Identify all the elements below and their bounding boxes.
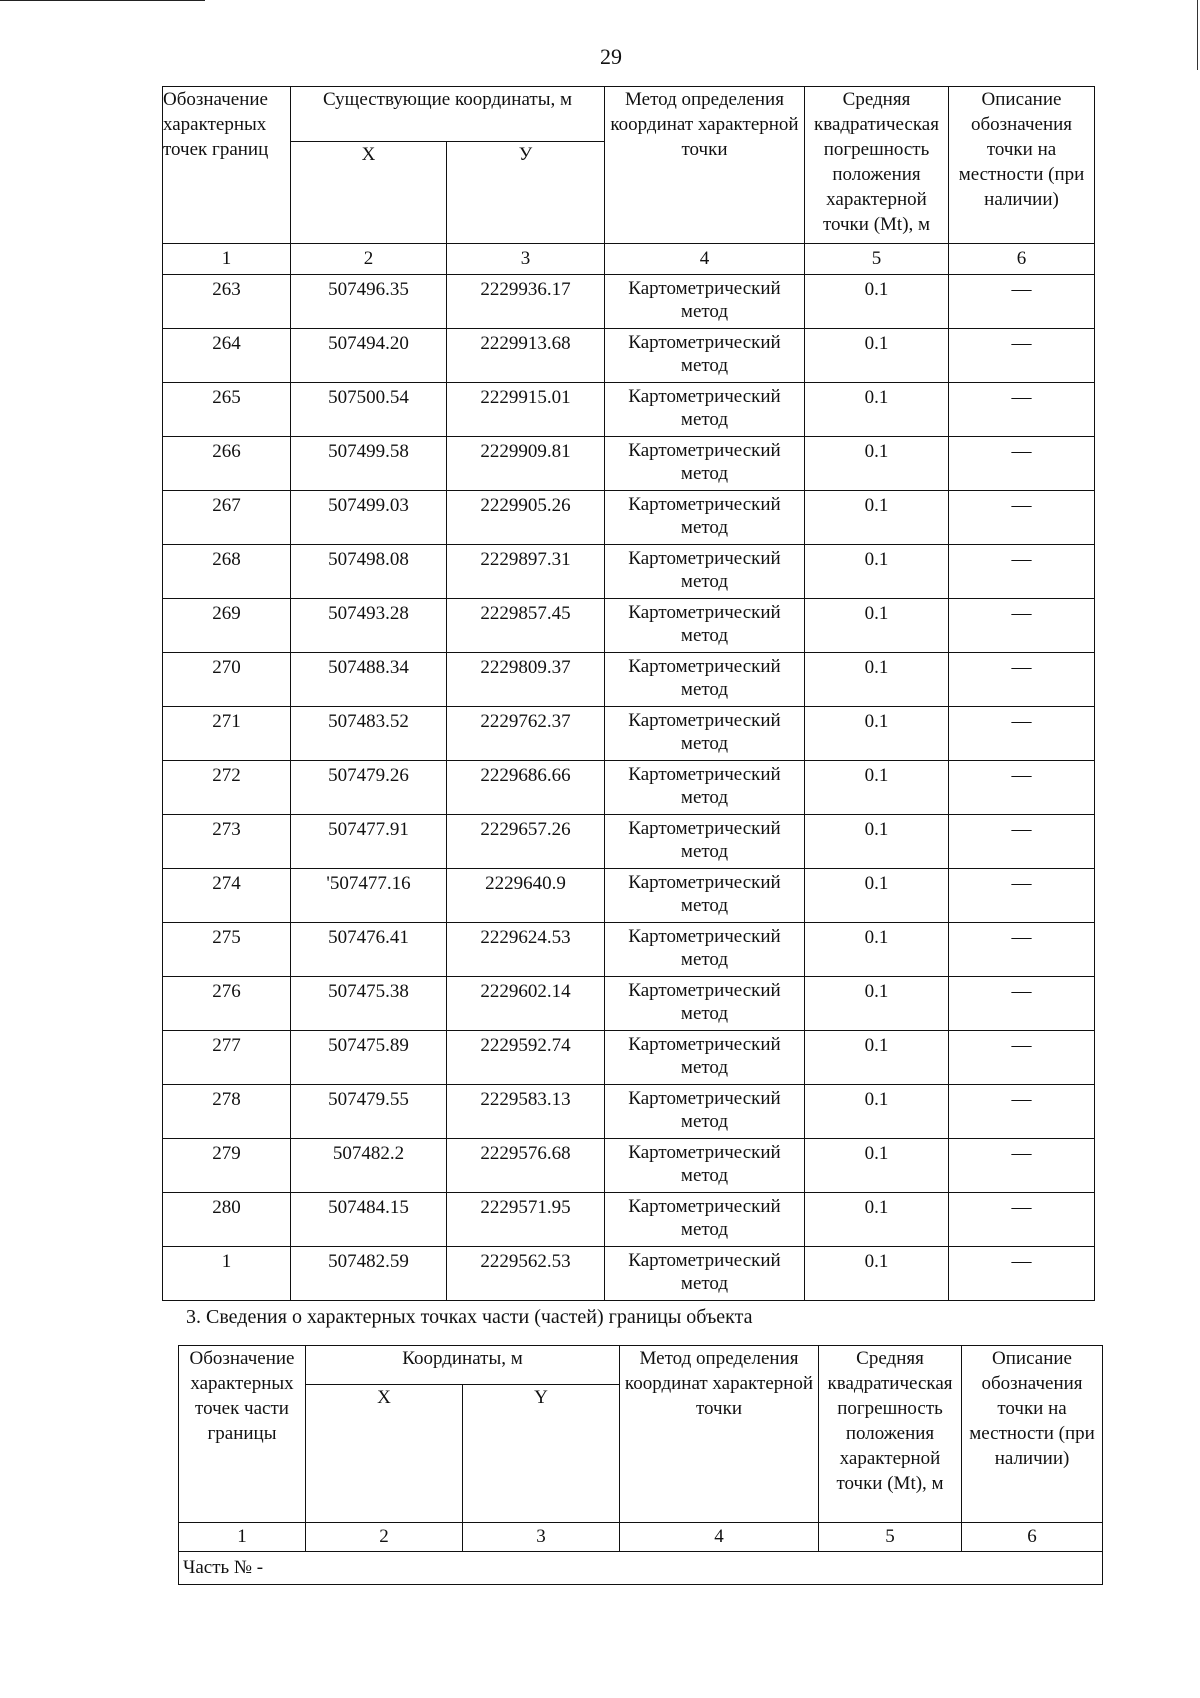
method: Картометрический метод	[605, 815, 805, 869]
description-dash: —	[949, 275, 1095, 329]
description-dash: —	[949, 1247, 1095, 1301]
section-title: 3. Сведения о характерных точках части (частей) границы объекта	[186, 1306, 753, 1328]
method: Картометрический метод	[605, 977, 805, 1031]
scan-edge-line	[0, 0, 205, 1]
part-label: Часть № -	[179, 1552, 1103, 1585]
point-id: 270	[163, 653, 291, 707]
rmse-value: 0.1	[805, 545, 949, 599]
part-row	[179, 1552, 1103, 1585]
table-header-row	[163, 87, 1095, 142]
rmse-value: 0.1	[805, 1139, 949, 1193]
point-id: 266	[163, 437, 291, 491]
rmse-value: 0.1	[805, 653, 949, 707]
rmse-value: 0.1	[805, 815, 949, 869]
column-number: 6	[949, 244, 1095, 275]
coord-y: 2229583.13	[447, 1085, 605, 1139]
point-id: 268	[163, 545, 291, 599]
table-row	[163, 1139, 1095, 1193]
point-id: 279	[163, 1139, 291, 1193]
description-dash: —	[949, 653, 1095, 707]
point-id: 265	[163, 383, 291, 437]
rmse-value: 0.1	[805, 1031, 949, 1085]
description-dash: —	[949, 1139, 1095, 1193]
rmse-value: 0.1	[805, 437, 949, 491]
description-dash: —	[949, 329, 1095, 383]
scan-edge-line	[1197, 0, 1198, 70]
description-dash: —	[949, 977, 1095, 1031]
table-row	[163, 653, 1095, 707]
coord-x: 507488.34	[291, 653, 447, 707]
rmse-value: 0.1	[805, 1193, 949, 1247]
column-number: 5	[805, 244, 949, 275]
point-id: 272	[163, 761, 291, 815]
rmse-value: 0.1	[805, 977, 949, 1031]
method: Картометрический метод	[605, 329, 805, 383]
coord-y: 2229913.68	[447, 329, 605, 383]
coord-y: 2229915.01	[447, 383, 605, 437]
coord-x: 507499.58	[291, 437, 447, 491]
column-number: 2	[306, 1523, 463, 1552]
rmse-value: 0.1	[805, 329, 949, 383]
coord-y: 2229592.74	[447, 1031, 605, 1085]
header-method: Метод определения координат характерной точки	[605, 87, 805, 244]
method: Картометрический метод	[605, 761, 805, 815]
header-rmse: Средняя квадратическая погрешность положения характерной точки (Mt), м	[819, 1346, 962, 1523]
table-row	[163, 491, 1095, 545]
description-dash: —	[949, 707, 1095, 761]
column-number: 6	[962, 1523, 1103, 1552]
point-id: 1	[163, 1247, 291, 1301]
rmse-value: 0.1	[805, 923, 949, 977]
table-body	[163, 275, 1095, 1301]
coord-y: 2229571.95	[447, 1193, 605, 1247]
coord-x: 507484.15	[291, 1193, 447, 1247]
part-points-table	[178, 1345, 1103, 1585]
table-row	[163, 329, 1095, 383]
header-y: У	[447, 142, 605, 244]
coord-y: 2229686.66	[447, 761, 605, 815]
description-dash: —	[949, 545, 1095, 599]
point-id: 276	[163, 977, 291, 1031]
point-id: 280	[163, 1193, 291, 1247]
header-coords: Существующие координаты, м	[291, 87, 605, 142]
description-dash: —	[949, 437, 1095, 491]
coord-x: 507499.03	[291, 491, 447, 545]
table-row	[163, 923, 1095, 977]
column-number: 1	[163, 244, 291, 275]
coord-x: '507477.16	[291, 869, 447, 923]
rmse-value: 0.1	[805, 761, 949, 815]
method: Картометрический метод	[605, 1139, 805, 1193]
rmse-value: 0.1	[805, 599, 949, 653]
method: Картометрический метод	[605, 1085, 805, 1139]
header-description: Описание обозначения точки на местности (при наличии)	[962, 1346, 1103, 1523]
coord-y: 2229576.68	[447, 1139, 605, 1193]
description-dash: —	[949, 1085, 1095, 1139]
coord-y: 2229809.37	[447, 653, 605, 707]
coord-y: 2229897.31	[447, 545, 605, 599]
rmse-value: 0.1	[805, 707, 949, 761]
method: Картометрический метод	[605, 599, 805, 653]
rmse-value: 0.1	[805, 275, 949, 329]
method: Картометрический метод	[605, 869, 805, 923]
coord-y: 2229602.14	[447, 977, 605, 1031]
table-row	[163, 815, 1095, 869]
table-row	[163, 761, 1095, 815]
point-id: 275	[163, 923, 291, 977]
page-number: 29	[600, 44, 622, 69]
method: Картометрический метод	[605, 383, 805, 437]
coord-x: 507476.41	[291, 923, 447, 977]
coord-y: 2229857.45	[447, 599, 605, 653]
table-row	[163, 275, 1095, 329]
table-row	[163, 599, 1095, 653]
description-dash: —	[949, 383, 1095, 437]
coord-y: 2229562.53	[447, 1247, 605, 1301]
method: Картометрический метод	[605, 707, 805, 761]
coord-x: 507496.35	[291, 275, 447, 329]
point-id: 264	[163, 329, 291, 383]
column-numbers-row	[163, 244, 1095, 275]
header-rmse: Средняя квадратическая погрешность положения характерной точки (Mt), м	[805, 87, 949, 244]
coord-y: 2229624.53	[447, 923, 605, 977]
description-dash: —	[949, 599, 1095, 653]
table-row	[163, 383, 1095, 437]
table-row	[163, 1085, 1095, 1139]
column-number: 3	[463, 1523, 620, 1552]
method: Картометрический метод	[605, 653, 805, 707]
coord-x: 507483.52	[291, 707, 447, 761]
header-designation: Обозначение характерных точек границ	[163, 87, 291, 244]
method: Картометрический метод	[605, 923, 805, 977]
description-dash: —	[949, 815, 1095, 869]
header-method: Метод определения координат характерной точки	[620, 1346, 819, 1523]
description-dash: —	[949, 491, 1095, 545]
description-dash: —	[949, 1031, 1095, 1085]
header-description: Описание обозначения точки на местности (при наличии)	[949, 87, 1095, 244]
coord-y: 2229936.17	[447, 275, 605, 329]
coord-y: 2229657.26	[447, 815, 605, 869]
column-number: 2	[291, 244, 447, 275]
coord-y: 2229762.37	[447, 707, 605, 761]
column-number: 3	[447, 244, 605, 275]
method: Картометрический метод	[605, 491, 805, 545]
method: Картометрический метод	[605, 437, 805, 491]
rmse-value: 0.1	[805, 869, 949, 923]
table-row	[163, 545, 1095, 599]
method: Картометрический метод	[605, 545, 805, 599]
rmse-value: 0.1	[805, 1085, 949, 1139]
coord-x: 507482.59	[291, 1247, 447, 1301]
description-dash: —	[949, 1193, 1095, 1247]
column-numbers-row	[179, 1523, 1103, 1552]
table-row	[163, 977, 1095, 1031]
point-id: 271	[163, 707, 291, 761]
point-id: 274	[163, 869, 291, 923]
coord-x: 507494.20	[291, 329, 447, 383]
coord-x: 507482.2	[291, 1139, 447, 1193]
point-id: 273	[163, 815, 291, 869]
coord-y: 2229640.9	[447, 869, 605, 923]
coord-x: 507475.89	[291, 1031, 447, 1085]
rmse-value: 0.1	[805, 491, 949, 545]
point-id: 263	[163, 275, 291, 329]
column-number: 1	[179, 1523, 306, 1552]
rmse-value: 0.1	[805, 1247, 949, 1301]
coord-x: 507498.08	[291, 545, 447, 599]
table-row	[163, 869, 1095, 923]
table-row	[163, 707, 1095, 761]
table-row	[163, 437, 1095, 491]
header-coords: Координаты, м	[306, 1346, 620, 1385]
point-id: 269	[163, 599, 291, 653]
coord-x: 507477.91	[291, 815, 447, 869]
rmse-value: 0.1	[805, 383, 949, 437]
boundary-points-table	[162, 86, 1095, 1301]
description-dash: —	[949, 923, 1095, 977]
point-id: 278	[163, 1085, 291, 1139]
coord-x: 507479.26	[291, 761, 447, 815]
method: Картометрический метод	[605, 1193, 805, 1247]
column-number: 4	[605, 244, 805, 275]
column-number: 5	[819, 1523, 962, 1552]
column-number: 4	[620, 1523, 819, 1552]
header-designation: Обозначение характерных точек части границы	[179, 1346, 306, 1523]
header-y: Y	[463, 1385, 620, 1523]
table-row	[163, 1031, 1095, 1085]
coord-x: 507479.55	[291, 1085, 447, 1139]
header-x: Х	[291, 142, 447, 244]
table-header-row	[179, 1346, 1103, 1385]
coord-y: 2229905.26	[447, 491, 605, 545]
point-id: 277	[163, 1031, 291, 1085]
method: Картометрический метод	[605, 275, 805, 329]
method: Картометрический метод	[605, 1031, 805, 1085]
table-row	[163, 1193, 1095, 1247]
coord-x: 507475.38	[291, 977, 447, 1031]
coord-x: 507500.54	[291, 383, 447, 437]
description-dash: —	[949, 761, 1095, 815]
coord-x: 507493.28	[291, 599, 447, 653]
coord-y: 2229909.81	[447, 437, 605, 491]
point-id: 267	[163, 491, 291, 545]
description-dash: —	[949, 869, 1095, 923]
table-row	[163, 1247, 1095, 1301]
method: Картометрический метод	[605, 1247, 805, 1301]
header-x: X	[306, 1385, 463, 1523]
